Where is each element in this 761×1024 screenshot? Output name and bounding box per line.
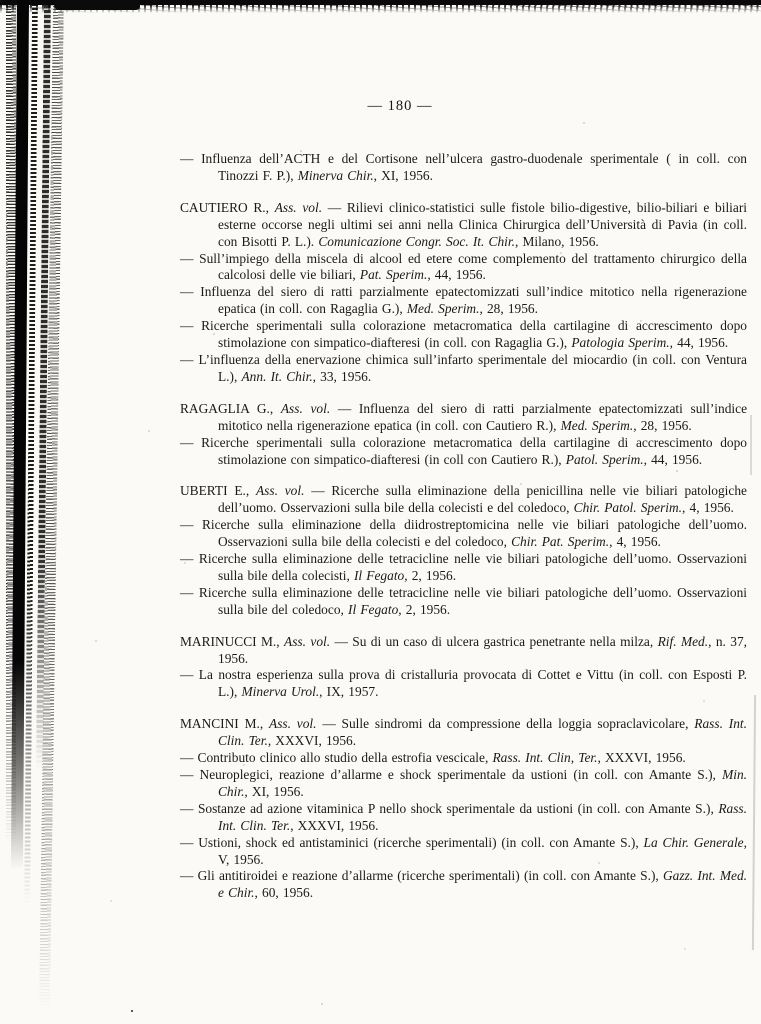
bib-entry: [180, 716, 747, 750]
entry-text: — Contributo clinico allo studio della estrofia vescicale,: [180, 750, 493, 766]
journal-name: Il Fegato: [353, 567, 405, 583]
entry-text: , 44, 1956.: [427, 267, 486, 283]
scan-right-edge-streak: [752, 695, 756, 950]
entry-text: UBERTI E.,: [180, 483, 256, 499]
bibliography-block: [180, 483, 747, 618]
journal-name: Ass. vol.: [280, 400, 331, 416]
journal-name: Min. Chir.: [218, 767, 747, 799]
bib-entry: [180, 835, 747, 869]
bib-entry: [180, 585, 747, 619]
entry-text: , n. 37, 1956.: [218, 633, 748, 666]
journal-name: Med. Sperim.: [560, 417, 634, 433]
bibliography-block: [180, 716, 747, 902]
entry-text: — Rilievi clinico-statistici sulle fistole bilio-digestive, bilio-biliari e biliari esterne occorse negli ultimi sei anni nella Clinica Chirurgica dell’Università di Pavia (in coll. con Bisotti P. L.).: [218, 199, 748, 249]
entry-text: , 28, 1956.: [633, 417, 692, 433]
journal-name: Med. Sperim.: [406, 301, 480, 317]
journal-name: Rass. Int. Clin, Ter.: [492, 750, 598, 766]
bib-entry: [180, 483, 747, 517]
journal-name: Rass. Int. Clin. Ter.: [218, 716, 747, 749]
entry-text: , IX, 1957.: [319, 684, 379, 700]
entry-text: , 60, 1956.: [254, 885, 314, 901]
entry-text: , 2, 1956.: [404, 567, 457, 583]
bib-entry: [180, 352, 747, 386]
entry-text: — Influenza del siero di ratti parzialmente epatectomizzati sull’indice mitotico nella rigenerazione epatica (in coll. con Ragaglia G.),: [180, 284, 747, 317]
journal-name: Chir. Pat. Sperim.: [511, 534, 610, 550]
bibliography-block: [180, 151, 747, 185]
journal-name: Ann. It. Chir.: [241, 368, 313, 384]
entry-text: , 4, 1956.: [609, 534, 661, 550]
journal-name: Comunicazione Congr. Soc. It. Chir.: [318, 233, 515, 249]
bib-entry: [180, 200, 747, 251]
scan-right-edge-streak-2: [750, 415, 752, 475]
entry-text: — Ricerche sulla eliminazione della penicillina nelle vie biliari patologiche dell’uomo. Osservazioni sulla bile della colecisti e del coledoco,: [218, 483, 747, 516]
entry-text: CAUTIERO R.,: [180, 199, 275, 215]
journal-name: Pat. Sperim.: [359, 267, 428, 283]
entry-text: , XI, 1956.: [244, 783, 304, 799]
bib-entry: [180, 284, 747, 318]
entry-text: , 4, 1956.: [682, 500, 734, 516]
bib-entry: [180, 801, 747, 835]
entry-text: MARINUCCI M.,: [180, 633, 285, 649]
bib-entry: [180, 401, 747, 435]
journal-name: Ass. vol.: [284, 633, 331, 649]
bib-entry: [180, 517, 747, 551]
entry-text: , 33, 1956.: [312, 368, 372, 384]
journal-name: Minerva Urol.: [241, 684, 320, 700]
bib-entry: [180, 435, 747, 469]
bib-entry: [180, 750, 747, 767]
journal-name: Patologia Sperim.: [571, 335, 670, 351]
entry-text: — Ricerche sulla eliminazione delle tetracicline nelle vie biliari patologiche dell’uomo. Osservazioni sulla bile della colecisti,: [180, 551, 747, 583]
bib-entry: [180, 634, 747, 668]
entry-text: , Milano, 1956.: [514, 233, 599, 249]
bibliography-block: [180, 634, 747, 702]
bib-entry: [180, 151, 747, 185]
page-number: — 180 —: [367, 98, 433, 114]
entry-text: , 44, 1956.: [643, 451, 703, 467]
journal-name: Gazz. Int. Med. e Chir.: [218, 868, 747, 901]
entry-text: , V, 1956.: [218, 834, 747, 867]
journal-name: Chir. Patol. Sperim.: [573, 500, 683, 516]
journal-name: Rif. Med.: [657, 633, 709, 649]
journal-name: Rass. Int. Clin. Ter.: [218, 800, 747, 833]
bib-entry: [180, 251, 747, 285]
bib-entry: [180, 551, 747, 585]
journal-name: La Chir. Generale: [643, 834, 744, 850]
bib-entry: [180, 868, 747, 902]
entry-text: , XXXVI, 1956.: [597, 750, 686, 766]
bibliography-block: [180, 401, 747, 469]
entry-text: — Neuroplegici, reazione d’allarme e shock sperimentale da ustioni (in coll. con Amante S.),: [180, 767, 723, 782]
journal-name: Minerva Chir.: [297, 167, 374, 183]
entry-text: , XXXVI, 1956.: [290, 817, 379, 833]
journal-name: Ass. vol.: [269, 716, 317, 732]
entry-text: — Sostanze ad azione vitaminica P nello shock sperimentale da ustioni (in coll. con Amante S.),: [180, 800, 719, 816]
entry-text: , XXXVI, 1956.: [267, 733, 357, 749]
entry-text: — Sulle sindromi da compressione della loggia sopraclavicolare,: [316, 716, 695, 732]
entry-text: — Ricerche sulla eliminazione delle tetracicline nelle vie biliari patologiche dell’uomo. Osservazioni sulla bile del coledoco,: [180, 584, 747, 617]
entry-text: — L’influenza della enervazione chimica sull’infarto sperimentale del miocardio (in coll. con Ventura L.),: [180, 351, 747, 384]
journal-name: Ass. vol.: [255, 483, 305, 499]
bib-entry: [180, 767, 747, 801]
entry-text: — Influenza dell’ACTH e del Cortisone nell’ulcera gastro-duodenale sperimentale ( in coll. con Tinozzi F. P.),: [180, 151, 747, 183]
bibliography-block: [180, 200, 747, 386]
entry-text: — Ricerche sperimentali sulla colorazione metacromatica della cartilagine di accrescimento dopo stimolazione con simpatico-diafteresi (in coll con Cautiero R.),: [180, 434, 747, 467]
entry-text: — Ustioni, shock ed antistaminici (ricerche sperimentali) (in coll. con Amante S.),: [180, 834, 644, 850]
entry-text: — Sull’impiego della miscela di alcool ed etere come complemento del trattamento chirurgico della calcolosi delle vie biliari,: [180, 250, 747, 283]
entry-text: — Gli antitiroidei e reazione d’allarme (ricerche sperimentali) (in coll. con Amante S.),: [180, 868, 664, 884]
bib-entry: [180, 318, 747, 352]
entry-text: — La nostra esperienza sulla prova di cristalluria provocata di Cottet e Vittu (in coll. con Esposti P. L.),: [180, 667, 747, 700]
scan-top-blob-artifact: [55, 0, 140, 10]
entry-text: MANCINI M.,: [180, 716, 270, 732]
journal-name: Il Fegato: [348, 601, 399, 617]
entry-text: , XI, 1956.: [373, 167, 433, 183]
entry-text: , 2, 1956.: [398, 601, 451, 617]
entry-text: , 28, 1956.: [479, 301, 538, 317]
entry-text: RAGAGLIA G.,: [180, 400, 281, 416]
entry-text: — Ricerche sulla eliminazione della diidrostreptomicina nelle vie biliari patologiche dell’uomo. Osservazioni sulla bile della colecisti e del coledoco,: [180, 517, 747, 550]
entry-text: — Influenza del siero di ratti parzialmente epatectomizzati sull’indice mitotico nella rigenerazione epatica (in coll. con Cautiero R.),: [218, 400, 748, 433]
entry-text: , 44, 1956.: [669, 335, 729, 351]
scan-noise-specks: [0, 0, 2, 2]
bib-entry: [180, 667, 747, 701]
journal-name: Patol. Sperim.: [565, 451, 644, 467]
bibliography: [180, 151, 747, 902]
entry-text: — Su di un caso di ulcera gastrica penetrante nella milza,: [330, 633, 658, 649]
journal-name: Ass. vol.: [274, 199, 323, 215]
entry-text: — Ricerche sperimentali sulla colorazione metacromatica della cartilagine di accrescimento dopo stimolazione con simpatico-diafteresi (in coll. con Ragaglia G.),: [180, 318, 747, 351]
